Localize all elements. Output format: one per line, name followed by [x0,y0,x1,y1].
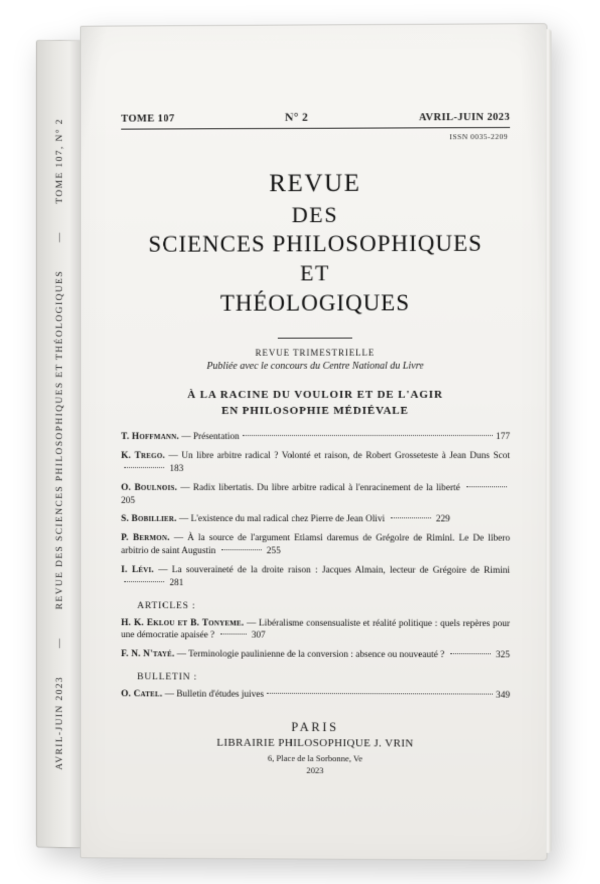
toc-author: P. Bermon. [121,533,170,544]
journal-cover-image [36,23,547,859]
title-divider [278,338,353,339]
toc-leader [220,634,246,635]
table-of-contents [119,431,512,702]
dossier-title [119,388,512,420]
toc-title: — La souveraineté de la droite raison : Jacques Almain, lecteur de Grégoire de Rimini [153,565,510,576]
toc-author: K. Trego. [121,451,166,462]
toc-author: H. K. Eklou et B. Tonyeme. [121,617,244,629]
toc-leader [466,486,506,487]
issn-label: ISSN 0035-2209 [449,132,508,142]
toc-page: 349 [495,690,510,701]
spine-dash-top: — [55,637,66,649]
title-line-1: REVUE [269,169,362,198]
toc-author: T. Hoffmann. [121,432,180,443]
toc-page: 325 [495,650,510,661]
spine-dash-bottom: — [55,231,66,243]
toc-entry [121,564,510,590]
journal-title [119,167,512,318]
toc-entry [121,450,510,476]
front-cover [80,23,547,861]
spine-title: REVUE DES SCIENCES PHILOSOPHIQUES ET THÉOLOGIQUES [55,270,66,610]
toc-author: O. Catel. [121,689,163,700]
toc-leader [124,581,164,582]
volume-label: TOME 107 [121,113,175,125]
issue-date: AVRIL-JUIN 2023 [418,111,510,124]
toc-author: O. Boulnois. [121,482,178,493]
toc-page: 229 [435,514,451,525]
title-line-5: THÉOLOGIQUES [220,289,410,316]
toc-page: 255 [266,546,281,557]
toc-entry [121,532,510,558]
toc-leader [390,518,430,519]
toc-entry [121,431,510,444]
toc-page: 177 [495,432,510,443]
cover-header [119,111,512,129]
toc-leader [124,467,164,468]
toc-section-articles: ARTICLES : [137,599,196,611]
dossier-title-line-2: EN PHILOSOPHIE MÉDIÉVALE [221,405,409,418]
toc-entry [121,514,510,527]
toc-author: S. Bobillier. [121,514,177,525]
toc-title: — Présentation [179,432,240,443]
support-label: Publiée avec le concours du Centre National du Livre [206,361,424,373]
imprint-city: PARIS [291,719,339,735]
toc-title: — Radix libertatis. Du libre arbitre radical à l'enracinement de la liberté [177,482,461,494]
toc-leader [242,435,492,436]
toc-title: — L'existence du mal radical chez Pierre de Jean Olivi [176,514,385,525]
spine-text [55,54,65,834]
page-block-edge [545,29,551,853]
toc-author: I. Lévi. [121,565,154,576]
title-line-2: DES [291,201,339,227]
spine-date: AVRIL-JUIN 2023 [55,675,66,771]
imprint-publisher: LIBRAIRIE PHILOSOPHIQUE J. VRIN [216,736,414,750]
toc-leader [221,549,261,550]
toc-title: — Bulletin d'études juives [162,689,264,700]
title-line-3: SCIENCES PHILOSOPHIQUES [148,230,483,257]
toc-title: — À la source de l'argument Etiamsi daremus de Grégoire de Rimini. Le De libero arbitrio de saint Augustin [121,533,510,557]
toc-title: — Un libre arbitre radical ? Volonté et raison, de Robert Grosseteste à Jean Duns Scot [165,451,510,462]
toc-section-bulletin: BULLETIN : [137,671,198,683]
title-line-4: ET [300,260,330,286]
toc-entry [121,649,510,663]
book-spine [36,40,83,849]
periodicity-label: REVUE TRIMESTRIELLE [255,348,375,359]
imprint-block [119,717,512,778]
toc-page: 183 [169,464,184,475]
dossier-title-line-1: À LA RACINE DU VOULOIR ET DE L'AGIR [187,389,444,402]
imprint-year: 2023 [306,765,324,776]
toc-entry [121,617,510,644]
toc-title: — Libéralisme consensualiste et réalité politique : quels repères pour une démocratie apaisée ? [121,618,510,641]
toc-page: 205 [121,495,136,506]
toc-page: 281 [169,578,184,589]
toc-page: 307 [251,631,266,642]
toc-author: F. N. N'tayé. [121,649,175,660]
toc-entry [121,688,510,702]
toc-entry [121,482,510,508]
toc-title: — Terminologie paulinienne de la conversion : absence ou nouveauté ? [174,649,445,661]
issue-number: N° 2 [284,111,309,124]
toc-leader [267,693,493,695]
imprint-address: 6, Place de la Sorbonne, Ve [267,752,363,764]
toc-leader [450,653,490,654]
spine-issue: TOME 107, N° 2 [55,118,66,204]
